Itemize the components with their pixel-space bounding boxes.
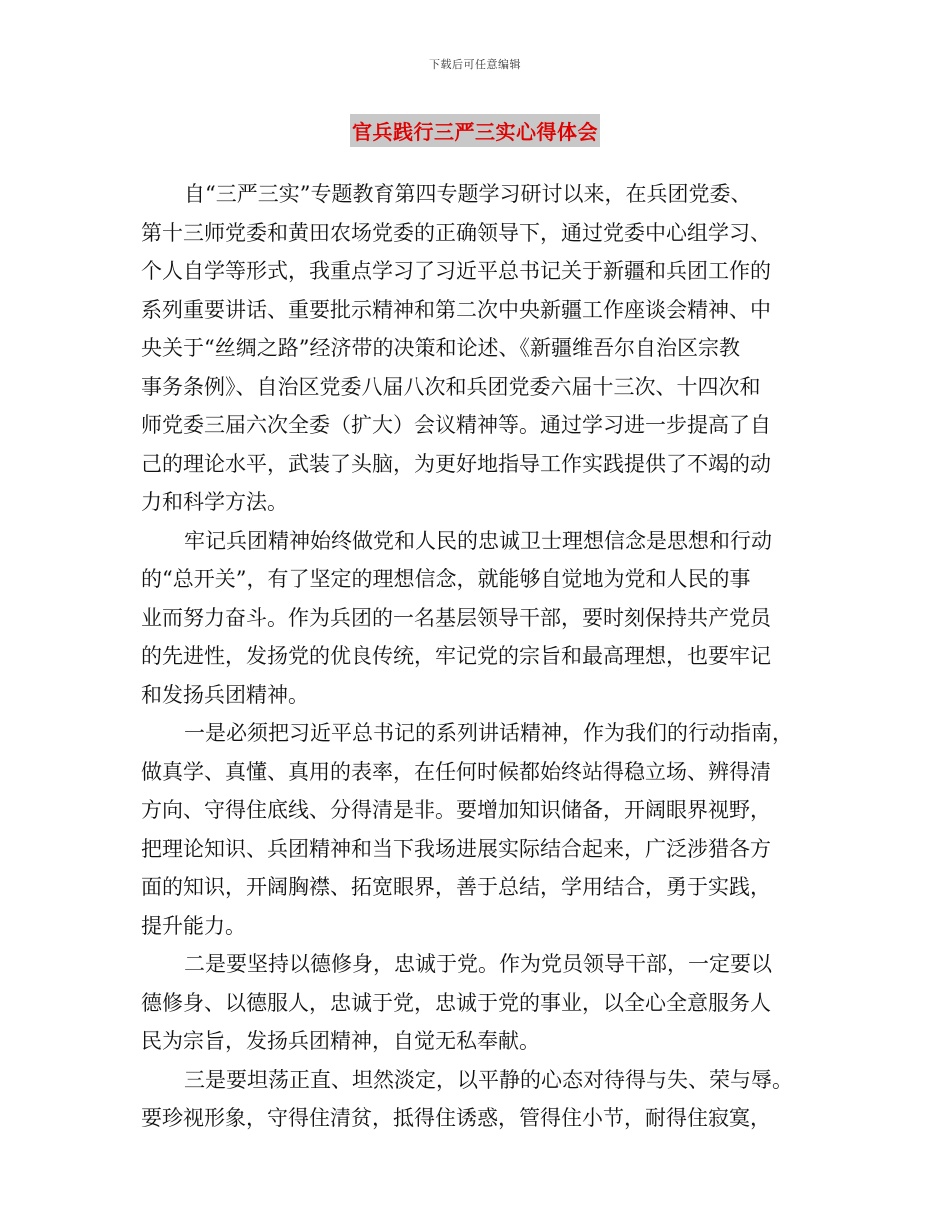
body-line: 民为宗旨，发扬兵团精神，自觉无私奉献。	[141, 1029, 540, 1053]
body-line: 第十三师党委和黄田农场党委的正确领导下，通过党委中心组学习、	[141, 220, 771, 245]
body-line: 方向、守得住底线、分得清是非。要增加知识储备，开阔眼界视野，	[141, 798, 771, 822]
body-line: 牢记兵团精神始终做党和人民的忠诚卫士理想信念是思想和行动	[184, 528, 772, 553]
body-line: 系列重要讲话、重要批示精神和第二次中央新疆工作座谈会精神、中	[141, 297, 771, 322]
title-wrap	[0, 114, 950, 147]
body-line: 做真学、真懂、真用的表率，在任何时候都始终站得稳立场、辨得清	[141, 759, 771, 784]
document-title: 官兵践行三严三实心得体会	[350, 114, 600, 147]
body-line: 个人自学等形式，我重点学习了习近平总书记关于新疆和兵团工作的	[141, 259, 771, 283]
body-line: 二是要坚持以德修身，忠诚于党。作为党员领导干部，一定要以	[184, 952, 772, 976]
document-body	[141, 175, 817, 1138]
body-line: 面的知识，开阔胸襟、拓宽眼界，善于总结，学用结合，勇于实践，	[141, 875, 771, 899]
body-line: 力和科学方法。	[141, 490, 288, 514]
body-line: 把理论知识、兵团精神和当下我场进展实际结合起来，广泛涉猎各方	[141, 836, 771, 861]
body-line: 师党委三届六次全委（扩大）会议精神等。通过学习进一步提高了自	[141, 413, 771, 437]
body-line: 三是要坦荡正直、坦然淡定，以平静的心态对待得与失、荣与辱。	[184, 1067, 793, 1092]
body-line: 的“总开关”，有了坚定的理想信念，就能够自觉地为党和人民的事	[141, 567, 751, 591]
body-line: 业而努力奋斗。作为兵团的一名基层领导干部，要时刻保持共产党员	[141, 605, 771, 630]
body-line: 央关于“丝绸之路”经济带的决策和论述、《新疆维吾尔自治区宗教	[141, 336, 740, 360]
body-line: 自“三严三实”专题教育第四专题学习研讨以来，在兵团党委、	[184, 182, 752, 206]
body-line: 己的理论水平，武装了头脑，为更好地指导工作实践提供了不竭的动	[141, 451, 771, 476]
body-line: 要珍视形象，守得住清贫，抵得住诱惑，管得住小节，耐得住寂寞，	[141, 1106, 771, 1130]
body-line: 事务条例》、自治区党委八届八次和兵团党委六届十三次、十四次和	[141, 374, 761, 399]
header-note: 下载后可任意编辑	[429, 58, 521, 71]
body-line: 提升能力。	[141, 913, 246, 938]
body-line: 一是必须把习近平总书记的系列讲话精神，作为我们的行动指南，	[184, 721, 793, 745]
body-line: 德修身、以德服人，忠诚于党，忠诚于党的事业，以全心全意服务人	[141, 990, 771, 1015]
body-line: 的先进性，发扬党的优良传统，牢记党的宗旨和最高理想，也要牢记	[141, 644, 771, 668]
body-line: 和发扬兵团精神。	[141, 682, 309, 707]
